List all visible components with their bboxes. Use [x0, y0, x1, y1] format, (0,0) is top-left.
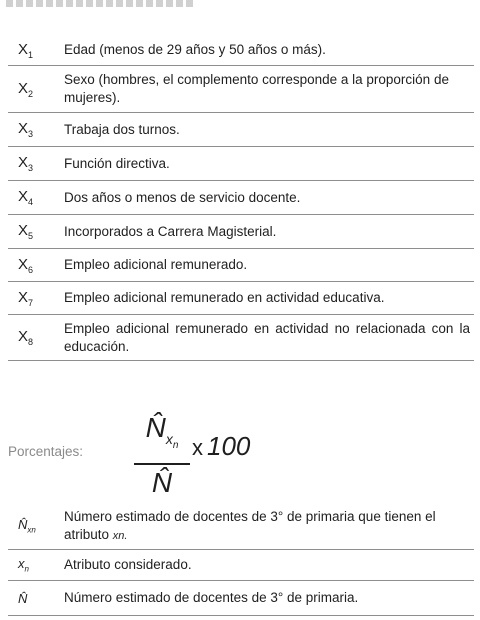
- variable-row: [8, 113, 474, 147]
- variable-symbol: $X_3$: [18, 154, 34, 173]
- variable-symbol: $X_8$: [18, 328, 34, 347]
- variable-symbol: $X_1$: [18, 40, 34, 60]
- variable-description: Sexo (hombres, el complemento corresponde a la proporción de mujeres).: [64, 72, 449, 105]
- legend-row: [8, 581, 474, 616]
- variable-row: [8, 147, 474, 181]
- variable-row: [8, 66, 474, 113]
- variable-row: [8, 215, 474, 249]
- variables-table: [8, 35, 474, 361]
- formula-fraction: [134, 412, 190, 499]
- variable-description: Empleo adicional remunerado.: [64, 257, 248, 272]
- variable-description: Incorporados a Carrera Magisterial.: [64, 223, 277, 239]
- variable-symbol: $X_7$: [18, 288, 34, 308]
- variable-description: Trabaja dos turnos.: [64, 121, 180, 137]
- variable-symbol: $X_5$: [18, 222, 34, 241]
- variable-symbol: $X_2$: [18, 79, 34, 99]
- formula-label: Porcentajes:: [8, 444, 84, 459]
- fraction-bar: [134, 463, 190, 465]
- variable-description: Empleo adicional remunerado en actividad no relacionada con la educación.: [64, 320, 470, 354]
- variable-symbol: $X_4$: [18, 188, 34, 207]
- legend-symbol: N̂: [18, 590, 28, 606]
- legend-description: Número estimado de docentes de 3° de primaria que tienen el atributo xn.: [64, 508, 436, 542]
- formula-factor: 100: [207, 431, 251, 461]
- variable-description: Edad (menos de 29 años y 50 años o más).: [64, 42, 326, 57]
- variable-description: Empleo adicional remunerado en actividad educativa.: [64, 290, 385, 305]
- variable-description: Función directiva.: [64, 155, 170, 171]
- cropped-header-fragment: [6, 0, 196, 7]
- variable-symbol: $X_6$: [18, 255, 34, 275]
- variable-row: [8, 35, 474, 66]
- legend-row: [8, 550, 474, 581]
- percentage-formula: [8, 404, 474, 504]
- legend-row: [8, 503, 474, 550]
- variable-description: Dos años o menos de servicio docente.: [64, 189, 301, 205]
- formula-legend-table: [8, 503, 474, 616]
- formula-numerator: $N̂_{x_n}$: [145, 412, 179, 451]
- variable-row: [8, 181, 474, 215]
- variable-row: [8, 249, 474, 282]
- legend-symbol: $x_n$: [18, 556, 29, 574]
- formula-denominator: N̂: [151, 467, 173, 499]
- legend-description: Atributo considerado.: [64, 557, 192, 572]
- legend-description: Número estimado de docentes de 3° de primaria.: [64, 590, 359, 605]
- inline-symbol: xn.: [112, 529, 128, 542]
- variable-symbol: $X_3$: [18, 120, 34, 139]
- variable-row: [8, 282, 474, 315]
- variable-row: [8, 315, 474, 361]
- legend-symbol: $N̂_{xn}$: [18, 517, 36, 535]
- formula-times-sign: x: [192, 435, 203, 460]
